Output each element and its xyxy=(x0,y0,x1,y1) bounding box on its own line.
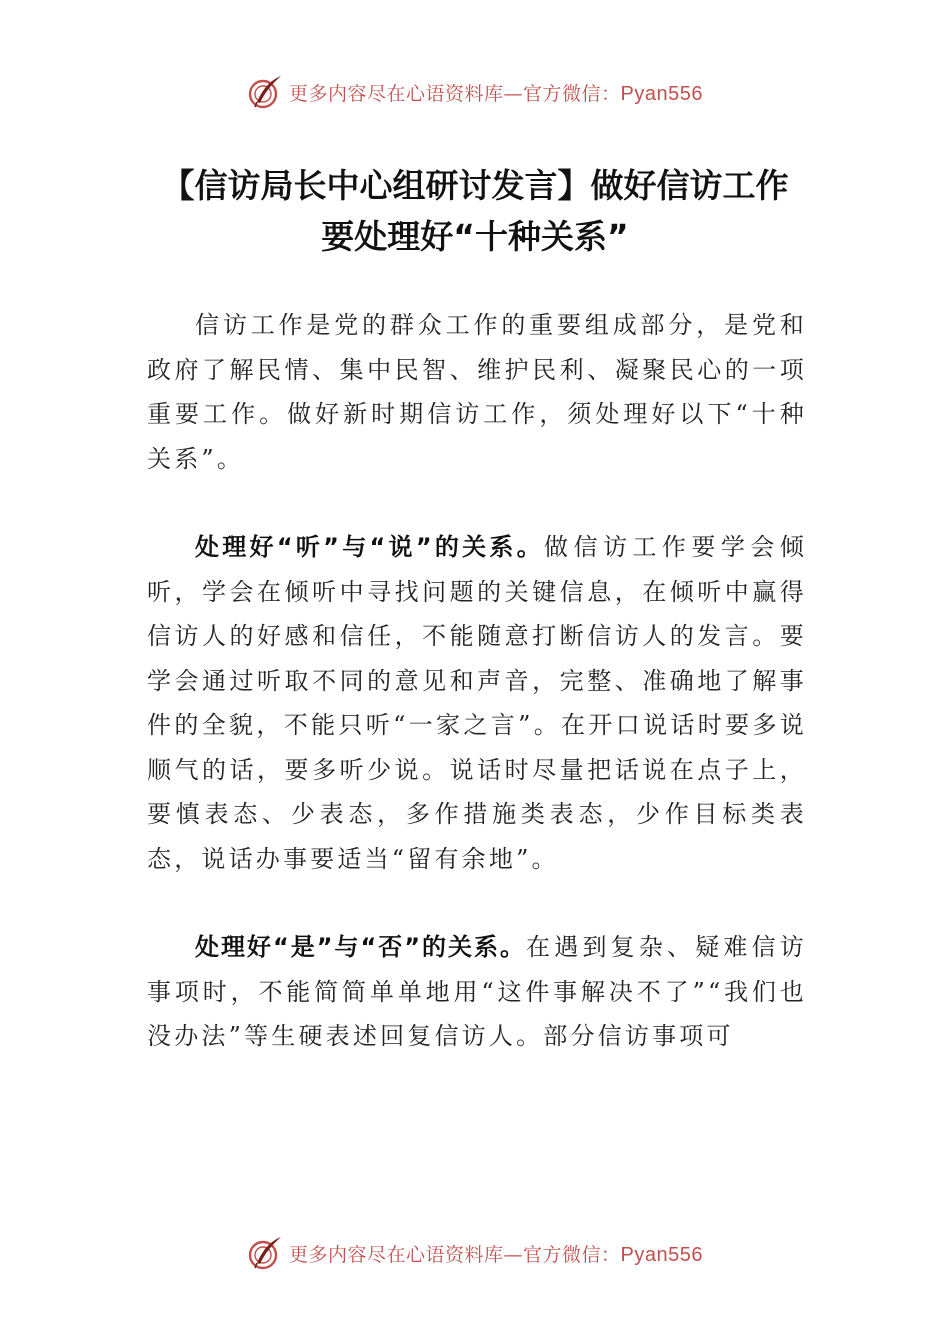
footer-banner-label: 更多内容尽在心语资料库—官方微信： xyxy=(289,1243,621,1266)
header-banner xyxy=(0,70,950,114)
paragraph-intro xyxy=(147,303,807,481)
title-line-1: 【信访局长中心组研讨发言】做好信访工作 xyxy=(161,166,789,205)
header-banner-text xyxy=(289,79,703,106)
footer-banner-text xyxy=(289,1240,703,1267)
document-body xyxy=(147,303,807,1059)
paragraph-yes-no xyxy=(147,925,807,1059)
paragraph-listen-speak-lead: 处理好“听”与“说”的关系。 xyxy=(195,533,544,561)
title-line-2: 要处理好“十种关系” xyxy=(321,217,629,256)
paragraph-intro-text: 信访工作是党的群众工作的重要组成部分，是党和政府了解民情、集中民智、维护民利、凝聚民心的一项重要工作。做好新时期信访工作，须处理好以下“十种关系”。 xyxy=(147,311,807,473)
paragraph-yes-no-text: 在遇到复杂、疑难信访事项时，不能简简单单地用“这件事解决不了”“我们也没办法”等生硬表述回复信访人。部分信访事项可 xyxy=(147,933,808,1050)
quill-pen-logo-icon xyxy=(247,74,283,110)
header-wechat-id: Pyan556 xyxy=(620,82,703,105)
footer-banner xyxy=(0,1231,950,1275)
quill-pen-logo-icon xyxy=(247,1235,283,1271)
header-banner-label: 更多内容尽在心语资料库—官方微信： xyxy=(289,82,621,105)
footer-wechat-id: Pyan556 xyxy=(620,1243,703,1266)
paragraph-listen-speak-text: 做信访工作要学会倾听，学会在倾听中寻找问题的关键信息，在倾听中赢得信访人的好感和信任，不能随意打断信访人的发言。要学会通过听取不同的意见和声音，完整、准确地了解事件的全貌，不能只听“一家之言”。在开口说话时要多说顺气的话，要多听少说。说话时尽量把话说在点子上，要慎表态、少表态，多作措施类表态，少作目标类表态，说话办事要适当“留有余地”。 xyxy=(147,533,807,873)
document-title xyxy=(140,160,810,262)
paragraph-yes-no-lead: 处理好“是”与“否”的关系。 xyxy=(195,933,527,961)
paragraph-listen-speak xyxy=(147,525,807,881)
